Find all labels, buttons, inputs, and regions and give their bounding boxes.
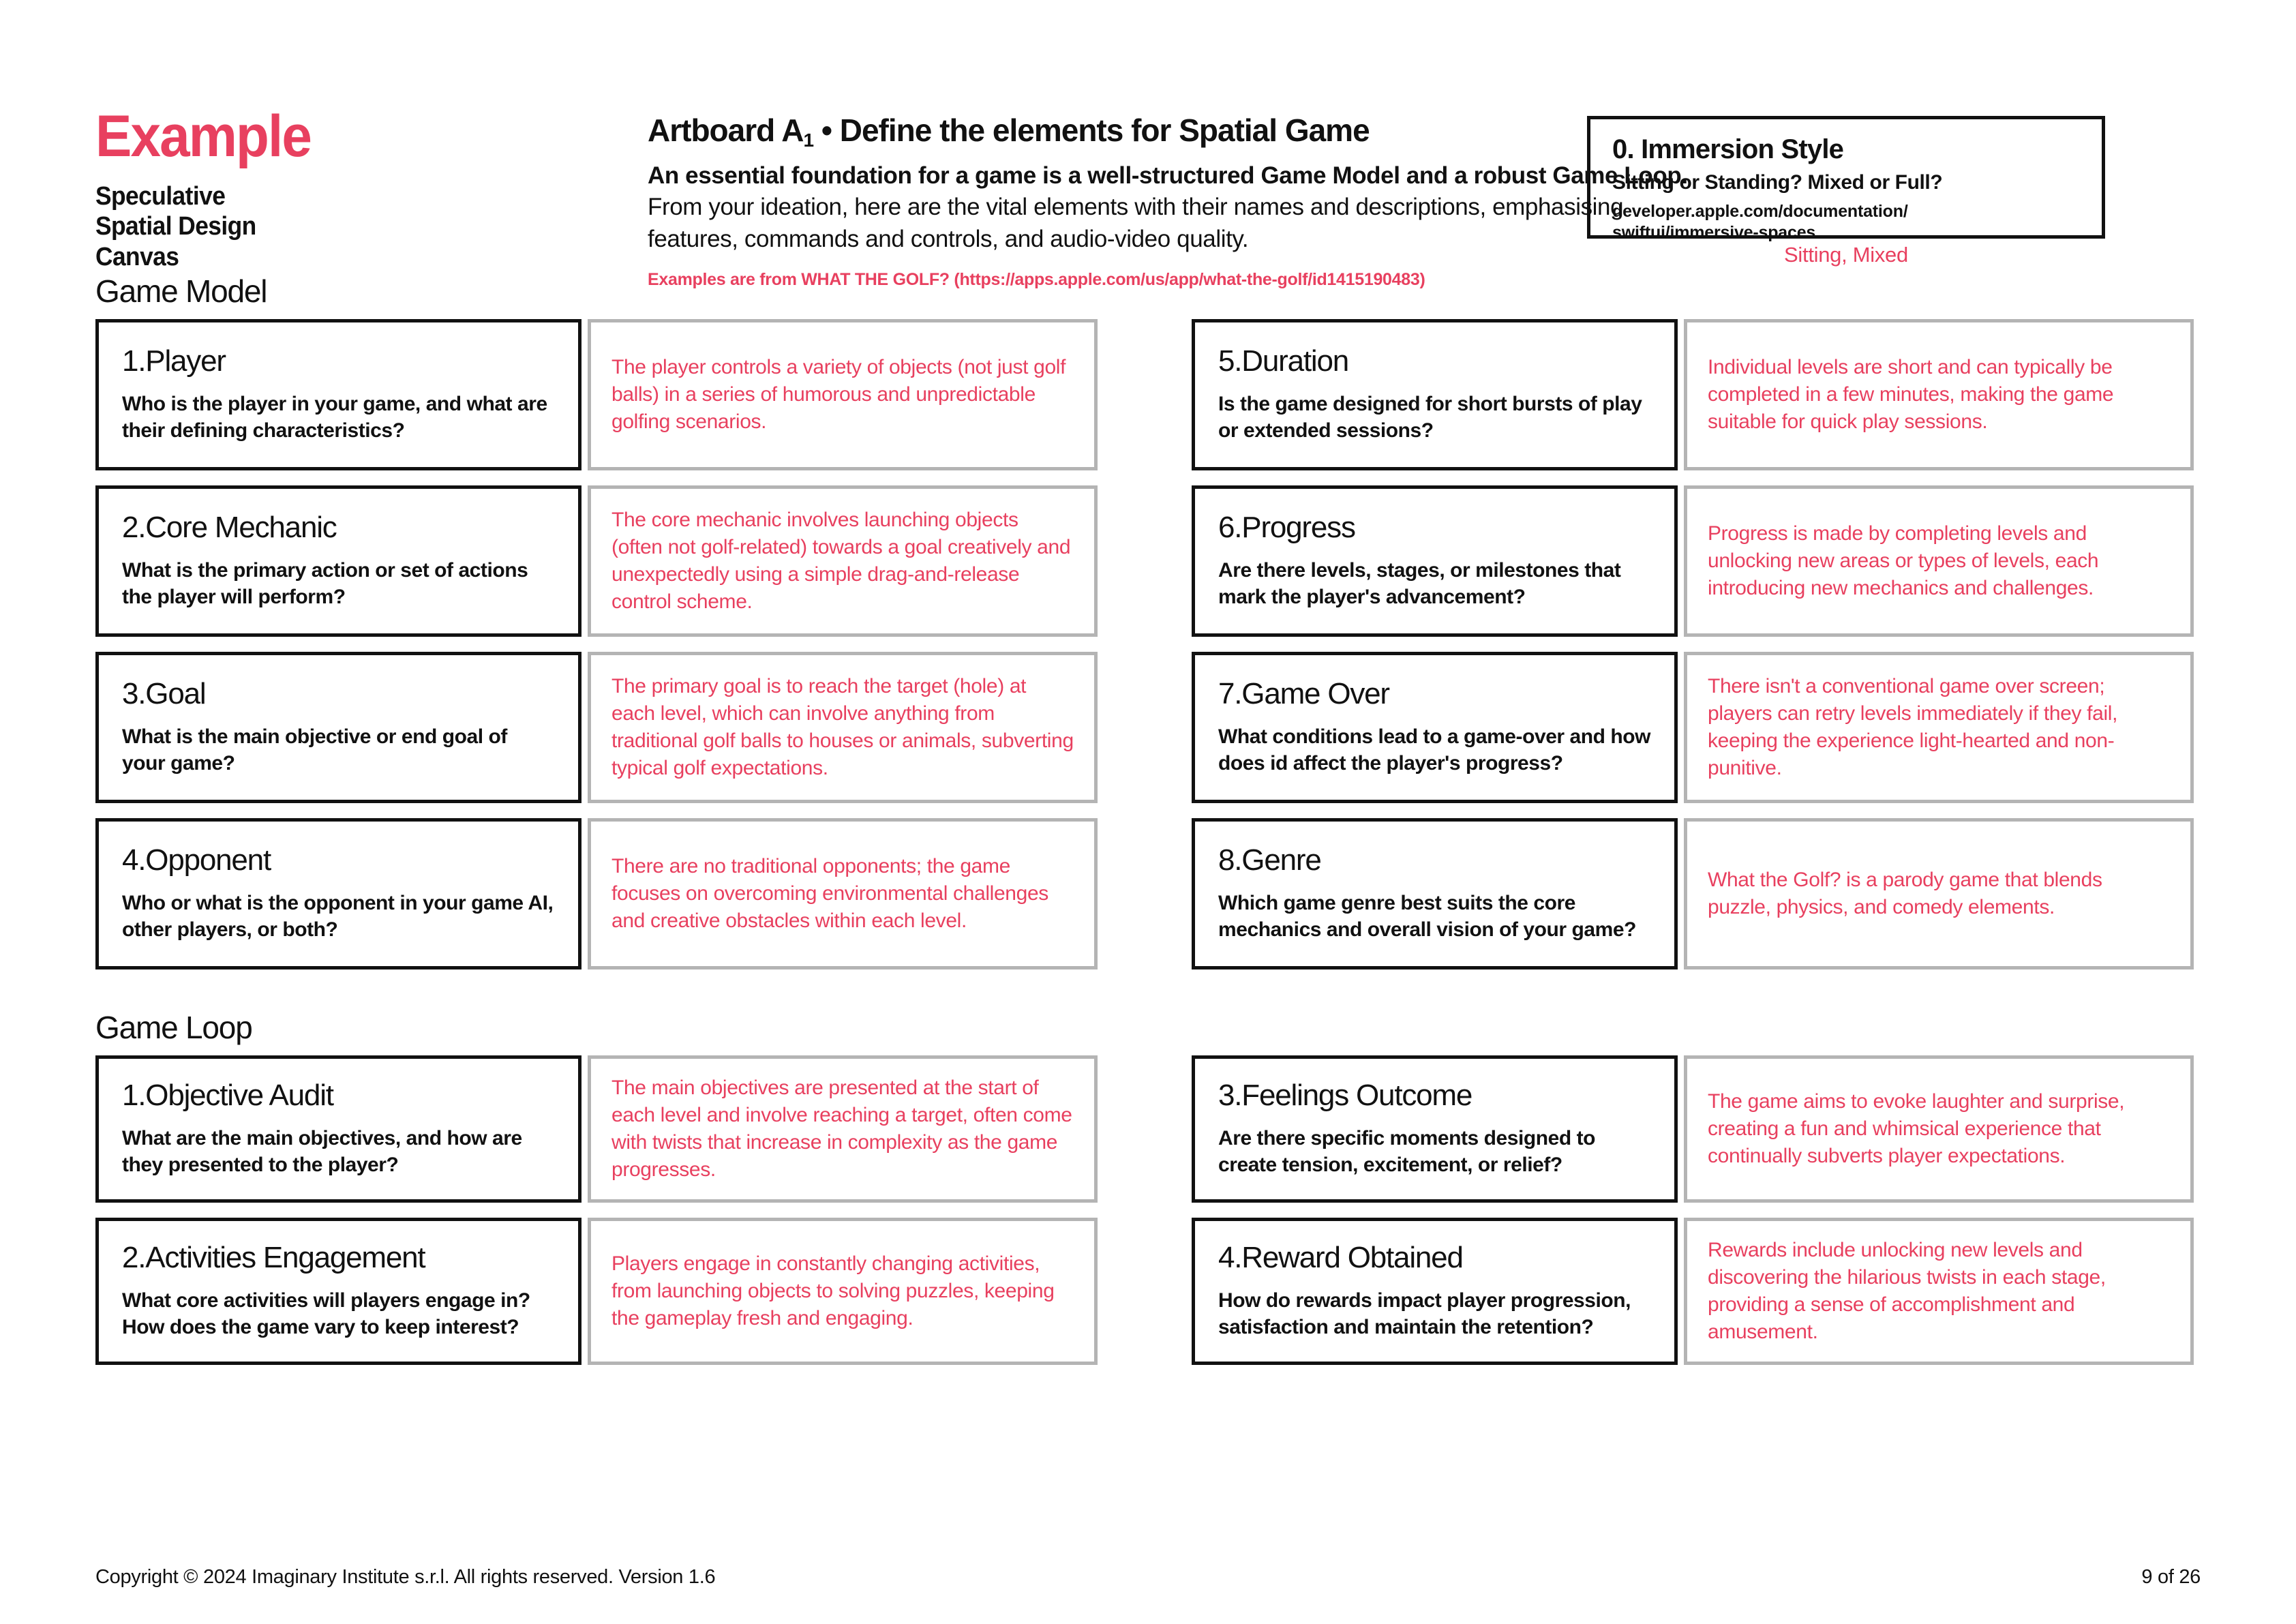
prompt-title: 2.Activities Engagement bbox=[122, 1240, 425, 1274]
prompt-box[interactable] bbox=[95, 1055, 581, 1203]
footer-copyright: Copyright © 2024 Imaginary Institute s.r.l. All rights reserved. Version 1.6 bbox=[95, 1566, 716, 1588]
answer-text: The primary goal is to reach the target (hole) at each level, which can involve anything from traditional golf balls to houses or animals, subverting typical golf expectations. bbox=[611, 675, 1074, 779]
prompt-question: What core activities will players engage in? How does the game vary to keep interest? bbox=[122, 1289, 530, 1339]
answer-text: Players engage in constantly changing activities, from launching objects to solving puzzles, keeping the gameplay fresh and engaging. bbox=[611, 1252, 1055, 1329]
answer-text: Progress is made by completing levels and unlocking new areas or types of levels, each introducing new mechanics and challenges. bbox=[1708, 522, 2099, 599]
intro-body-rest: From your ideation, here are the vital elements with their names and descriptions, emphasising features, commands and controls, and audio-video quality. bbox=[648, 194, 1624, 252]
prompt-question: What is the main objective or end goal of your game? bbox=[122, 725, 507, 775]
prompt-title: 5.Duration bbox=[1218, 344, 1349, 378]
answer-text: Individual levels are short and can typically be completed in a few minutes, making the game suitable for quick play sessions. bbox=[1708, 356, 2114, 433]
answer-text: The game aims to evoke laughter and surprise, creating a fun and whimsical experience that continually subverts player expectations. bbox=[1708, 1090, 2125, 1167]
prompt-box[interactable] bbox=[95, 1218, 581, 1365]
prompt-title: 4.Opponent bbox=[122, 843, 271, 877]
answer-box[interactable] bbox=[1684, 1218, 2194, 1365]
prompt-title: 8.Genre bbox=[1218, 843, 1321, 877]
answer-box[interactable] bbox=[1684, 485, 2194, 637]
card-row bbox=[1192, 818, 2194, 969]
immersion-question: Sitting or Standing? Mixed or Full? bbox=[1612, 171, 1943, 194]
card-row bbox=[95, 319, 1098, 470]
immersion-url-line-2: swiftui/immersive-spaces bbox=[1612, 222, 1816, 242]
immersion-title: 0. Immersion Style bbox=[1612, 134, 1844, 164]
page-footer bbox=[95, 1566, 2201, 1589]
prompt-title: 1.Objective Audit bbox=[122, 1078, 333, 1112]
answer-text: The player controls a variety of objects (not just golf balls) in a series of humorous and unpredictable golfing scenarios. bbox=[611, 356, 1066, 433]
prompt-question: What are the main objectives, and how are they presented to the player? bbox=[122, 1127, 522, 1177]
prompt-box[interactable] bbox=[1192, 1218, 1678, 1365]
prompt-question: Who or what is the opponent in your game AI, other players, or both? bbox=[122, 892, 554, 942]
prompt-box[interactable] bbox=[95, 319, 581, 470]
artboard-title bbox=[648, 112, 1697, 151]
prompt-box[interactable] bbox=[95, 652, 581, 803]
prompt-question: How do rewards impact player progression, satisfaction and maintain the retention? bbox=[1218, 1289, 1631, 1339]
footer-page-number: 9 of 26 bbox=[2141, 1566, 2201, 1588]
answer-box[interactable] bbox=[588, 485, 1098, 637]
card-row bbox=[95, 652, 1098, 803]
card-row bbox=[1192, 652, 2194, 803]
intro-body-bold: An essential foundation for a game is a well-structured Game Model and a robust Game Loop. bbox=[648, 162, 1688, 189]
brand-subtitle bbox=[95, 181, 609, 272]
card-row bbox=[95, 818, 1098, 969]
prompt-box[interactable] bbox=[1192, 319, 1678, 470]
prompt-title: 3.Goal bbox=[122, 676, 206, 710]
prompt-question: Is the game designed for short bursts of play or extended sessions? bbox=[1218, 393, 1642, 442]
answer-box[interactable] bbox=[1684, 319, 2194, 470]
answer-text: The core mechanic involves launching objects (often not golf-related) towards a goal creatively and unexpectedly using a simple drag-and-release control scheme. bbox=[611, 509, 1071, 613]
prompt-question: What conditions lead to a game-over and how does id affect the player's progress? bbox=[1218, 725, 1651, 775]
answer-box[interactable] bbox=[588, 1218, 1098, 1365]
prompt-box[interactable] bbox=[1192, 1055, 1678, 1203]
prompt-title: 2.Core Mechanic bbox=[122, 510, 337, 544]
game-loop-grid bbox=[95, 1055, 2201, 1365]
section-game-model bbox=[95, 273, 2201, 969]
card-row bbox=[1192, 319, 2194, 470]
immersion-reference-url bbox=[1612, 201, 2080, 243]
card-row bbox=[1192, 485, 2194, 637]
card-row bbox=[95, 485, 1098, 637]
intro-body bbox=[648, 160, 1697, 256]
brand-subtitle-line-3: Canvas bbox=[95, 242, 179, 271]
brand-title: Example bbox=[95, 104, 311, 169]
game-model-grid bbox=[95, 319, 2201, 969]
intro-source-note: Examples are from WHAT THE GOLF? (https://apps.apple.com/us/app/what-the-golf/id1415190483) bbox=[648, 270, 1425, 290]
prompt-title: 4.Reward Obtained bbox=[1218, 1240, 1463, 1274]
prompt-title: 7.Game Over bbox=[1218, 676, 1389, 710]
answer-text: The main objectives are presented at the start of each level and involve reaching a target, often come with twists that increase in complexity as the game progresses. bbox=[611, 1077, 1072, 1181]
answer-box[interactable] bbox=[588, 818, 1098, 969]
card-row bbox=[95, 1218, 1098, 1365]
prompt-box[interactable] bbox=[1192, 818, 1678, 969]
answer-box[interactable] bbox=[1684, 818, 2194, 969]
prompt-question: Are there levels, stages, or milestones that mark the player's advancement? bbox=[1218, 559, 1621, 609]
card-row bbox=[95, 1055, 1098, 1203]
answer-text: What the Golf? is a parody game that blends puzzle, physics, and comedy elements. bbox=[1708, 869, 2102, 918]
immersion-answer[interactable]: Sitting, Mixed bbox=[1784, 243, 1908, 267]
prompt-box[interactable] bbox=[95, 818, 581, 969]
brand-block bbox=[95, 104, 648, 272]
answer-box[interactable] bbox=[588, 1055, 1098, 1203]
section-game-loop bbox=[95, 1009, 2201, 1365]
prompt-title: 6.Progress bbox=[1218, 510, 1355, 544]
card-row bbox=[1192, 1055, 2194, 1203]
artboard-title-suffix: • Define the elements for Spatial Game bbox=[813, 112, 1370, 148]
card-row bbox=[1192, 1218, 2194, 1365]
prompt-title: 1.Player bbox=[122, 344, 226, 378]
answer-text: There isn't a conventional game over screen; players can retry levels immediately if they fail, keeping the experience light-hearted and non-punitive. bbox=[1708, 675, 2118, 779]
section-label-game-loop: Game Loop bbox=[95, 1010, 252, 1045]
brand-subtitle-line-2: Spatial Design bbox=[95, 212, 256, 241]
page-header bbox=[95, 0, 2201, 290]
prompt-box[interactable] bbox=[1192, 652, 1678, 803]
artboard-title-subscript: 1 bbox=[803, 130, 814, 151]
immersion-url-line-1: developer.apple.com/documentation/ bbox=[1612, 202, 1908, 221]
prompt-question: Are there specific moments designed to create tension, excitement, or relief? bbox=[1218, 1127, 1596, 1177]
answer-box[interactable] bbox=[588, 319, 1098, 470]
prompt-title: 3.Feelings Outcome bbox=[1218, 1078, 1472, 1112]
answer-box[interactable] bbox=[1684, 652, 2194, 803]
prompt-question: Who is the player in your game, and what are their defining characteristics? bbox=[122, 393, 547, 442]
intro-block bbox=[648, 109, 1697, 290]
section-label-game-model: Game Model bbox=[95, 273, 267, 309]
prompt-box[interactable] bbox=[95, 485, 581, 637]
prompt-box[interactable] bbox=[1192, 485, 1678, 637]
answer-box[interactable] bbox=[588, 652, 1098, 803]
answer-text: There are no traditional opponents; the game focuses on overcoming environmental challenges and creative obstacles within each level. bbox=[611, 855, 1048, 932]
brand-subtitle-line-1: Speculative bbox=[95, 181, 226, 211]
answer-text: Rewards include unlocking new levels and discovering the hilarious twists in each stage, providing a sense of accomplishment and amusement. bbox=[1708, 1239, 2106, 1343]
prompt-question: Which game genre best suits the core mechanics and overall vision of your game? bbox=[1218, 892, 1636, 942]
immersion-style-card bbox=[1587, 116, 2105, 267]
artboard-title-prefix: Artboard A bbox=[648, 112, 804, 148]
answer-box[interactable] bbox=[1684, 1055, 2194, 1203]
prompt-question: What is the primary action or set of actions the player will perform? bbox=[122, 559, 528, 609]
